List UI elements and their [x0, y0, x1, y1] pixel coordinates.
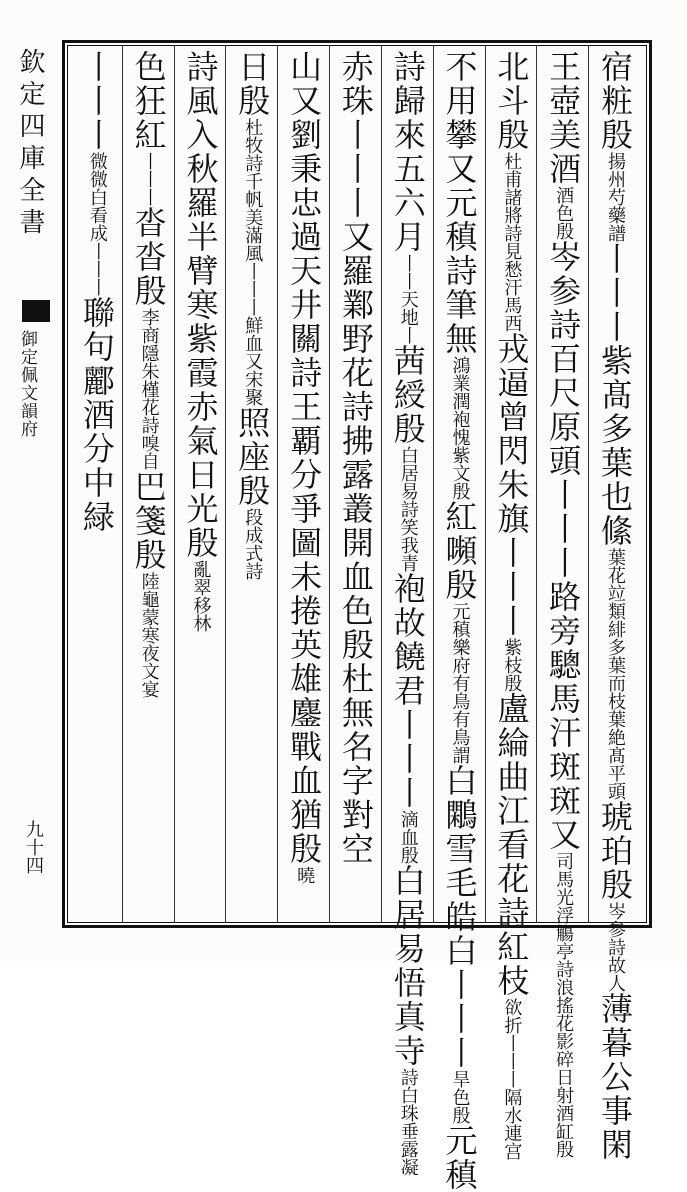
text-segment: 山又劉秉忠過天井關詩王覇分爭圖未捲英雄鏖戰血猶殷 — [285, 50, 324, 866]
text-segment: 亂翠移林 — [190, 560, 212, 632]
text-column — [174, 50, 226, 916]
text-segment: 丨丨丨 — [77, 50, 116, 152]
text-segment: 袍故饒君丨丨丨 — [388, 572, 427, 810]
text-segment: 不用攀又元稹詩筆無 — [440, 50, 479, 356]
text-segment: 李商隱朱槿花詩嗅自 — [138, 308, 160, 470]
volume-title: 御定佩文韻府 — [17, 330, 37, 438]
text-segment: 元稹樂府有鳥有鳥謂 — [449, 602, 471, 764]
column-rule — [588, 45, 589, 923]
text-segment: 司馬光浮觴亭詩浪搖花影碎日射酒缸殷 — [553, 852, 575, 1158]
text-segment: 欲折丨丨丨隔水連宫 — [501, 998, 523, 1160]
column-rule — [485, 45, 486, 923]
text-segment: 葉花竝類緋多葉而枝葉絶髙平頭 — [604, 548, 626, 800]
text-segment: 詩風入秋羅半臂寒紫霞赤氣日光殷 — [181, 50, 220, 560]
column-rule — [433, 45, 434, 923]
text-segment: 白居易詩笑我青 — [397, 446, 419, 572]
text-segment: 色狂紅 — [129, 50, 168, 152]
text-segment: 茜綬殷 — [388, 344, 427, 446]
text-column — [329, 50, 381, 916]
text-segment: 丨丨天地丨 — [397, 254, 419, 344]
page-margin — [0, 0, 60, 961]
text-segment: 巴箋殷 — [129, 470, 168, 572]
book-title: 欽定四庫全書 — [15, 48, 45, 240]
text-column — [225, 50, 277, 916]
text-segment: 丨丨丨 — [138, 152, 160, 206]
column-rule — [174, 45, 175, 923]
text-segment: 岑参詩故人 — [604, 902, 626, 992]
text-segment: 王壺美酒 — [544, 50, 583, 186]
text-segment: 旱色殷 — [449, 1070, 471, 1124]
text-segment: 詩歸來五六月 — [388, 50, 427, 254]
text-segment: 北斗殷 — [492, 50, 531, 152]
column-rule — [277, 45, 278, 923]
text-column — [433, 50, 485, 1192]
column-rule — [329, 45, 330, 923]
text-segment: 琥珀殷 — [595, 800, 634, 902]
text-column — [381, 50, 433, 1176]
text-segment: 宿粧殷 — [595, 50, 634, 152]
text-segment: 紅嚬殷 — [440, 500, 479, 602]
text-segment: 盧綸曲江看花詩紅枝 — [492, 692, 531, 998]
text-segment: 白居易悟真寺 — [388, 864, 427, 1068]
text-column — [588, 50, 640, 1162]
text-segment: 日殷 — [233, 50, 272, 118]
column-rule — [536, 45, 537, 923]
text-segment: 杜牧詩千帆美滿風丨丨丨鮮血又宋聚 — [242, 118, 264, 406]
text-segment: 薄暮公事閑 — [595, 992, 634, 1162]
text-segment: 段成式詩 — [242, 508, 264, 580]
fishtail-mark — [22, 300, 50, 322]
text-segment: 沓沓殷 — [129, 206, 168, 308]
text-segment: 揚州芍藥譜 — [604, 152, 626, 242]
text-segment: 赤珠丨丨丨又羅鄴野花詩拂露叢開血色殷杜無名字對空 — [336, 50, 375, 866]
text-segment: 元稹 — [440, 1124, 479, 1192]
text-segment: 照座殷 — [233, 406, 272, 508]
text-segment: 詩白珠垂露凝 — [397, 1068, 419, 1176]
text-segment: 鴻業潤袍愧紫文殷 — [449, 356, 471, 500]
text-segment: 白鷴雪毛皓白丨丨丨 — [440, 764, 479, 1070]
text-segment: 丨丨丨紫髙多葉也絛 — [595, 242, 634, 548]
text-column — [122, 50, 174, 916]
text-segment: 杜甫諸將詩見愁汗馬西 — [501, 152, 523, 332]
text-segment: 曉 — [294, 866, 316, 884]
text-segment: 聯句酈酒分中緑 — [77, 296, 116, 534]
text-column — [536, 50, 588, 1158]
column-rule — [122, 45, 123, 923]
page-number: 九十四 — [23, 820, 44, 874]
text-segment: 岑参詩百尺原頭丨丨丨路旁驄馬汗斑斑又 — [544, 240, 583, 852]
text-segment: 酒色殷 — [553, 186, 575, 240]
text-segment: 滴血殷 — [397, 810, 419, 864]
text-segment: 紫枝殷 — [501, 638, 523, 692]
text-column — [277, 50, 329, 916]
text-segment: 陸龜蒙寒夜文宴 — [138, 572, 160, 698]
text-column — [70, 50, 122, 916]
text-column — [485, 50, 537, 1160]
column-rule — [381, 45, 382, 923]
column-rule — [225, 45, 226, 923]
text-segment: 微微白看成丨丨丨 — [86, 152, 108, 296]
text-segment: 戎逼曾閃朱旗丨丨丨 — [492, 332, 531, 638]
